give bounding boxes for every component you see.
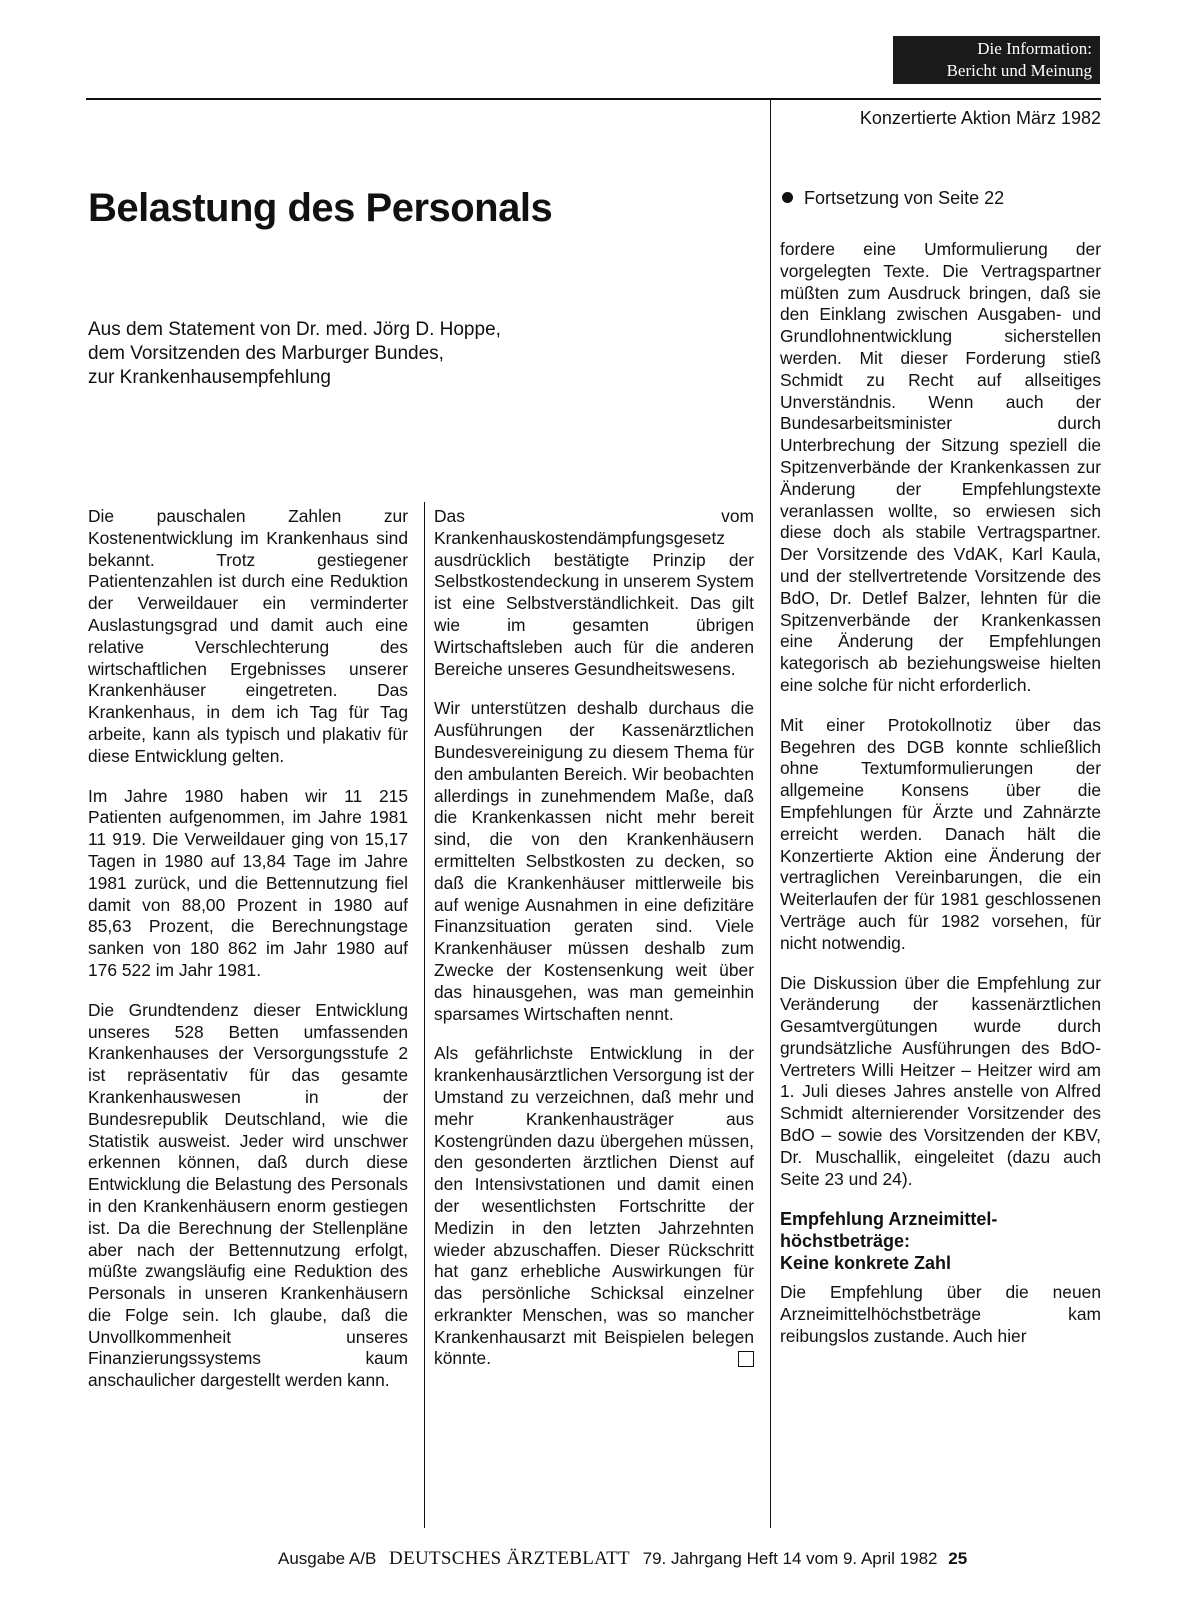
subheading-line: Empfehlung Arzneimittel- xyxy=(780,1209,998,1230)
continued-label: Fortsetzung von Seite 22 xyxy=(804,188,1005,208)
footer-magazine: DEUTSCHES ÄRZTEBLATT xyxy=(389,1548,630,1569)
subtitle-line: Aus dem Statement von Dr. med. Jörg D. Hoppe, xyxy=(88,319,501,340)
issue-label: Konzertierte Aktion März 1982 xyxy=(859,108,1101,128)
article-subtitle xyxy=(88,318,728,390)
bullet-icon xyxy=(782,192,793,203)
page-number: 25 xyxy=(948,1549,968,1568)
end-of-article-mark xyxy=(738,1351,754,1367)
section-subheading xyxy=(780,1208,1101,1274)
paragraph: fordere eine Umformulierung der vorgelegten Texte. Die Vertragspartner müßten zum Ausdruck bringen, daß sie den Einklang zwischen Ausgaben- und Grundlohnentwicklung sicherstellen werden. Mit dieser Forderung stieß Schmidt zu Recht auf allseitiges Unverständnis. Wenn auch der Bundesarbeitsminister durch Unterbrechung der Sitzung speziell die Spitzenverbände der Krankenkassen zur Änderung der Empfehlungstexte veranlassen wollte, so erwiesen sich diese doch als stabile Vertragspartner. Der Vorsitzende des VdAK, Karl Kaula, und der stellvertretende Vorsitzende des BdO, Dr. Detlef Balzer, lehnten für die Spitzenverbände der Krankenkassen eine Änderung der Empfehlungen kategorisch ab beziehungsweise hielten eine solche für nicht erforderlich. xyxy=(780,239,1101,695)
paragraph: Mit einer Protokollnotiz über das Begehren des DGB konnte schließlich ohne Textumformulierungen der allgemeine Konsens über die Empfehlungen für Ärzte und Zahnärzte erreicht werden. Danach hält die Konzertierte Aktion eine Änderung der vertraglichen Vereinbarungen, die ein Weiterlaufen der für 1981 geschlossenen Verträge auch für 1982 vorsehen, für nicht notwendig. xyxy=(780,714,1101,953)
paragraph: Die Diskussion über die Empfehlung zur Veränderung der kassenärztlichen Gesamtvergütungen wurde durch grundsätzliche Ausführungen des BdO-Vertreters Willi Heitzer – Heitzer wird am 1. Juli dieses Jahres anstelle von Alfred Schmidt alternierender Vorsitzender des BdO – sowie des Vorsitzenden der KBV, Dr. Muschallik, eingeleitet (dazu auch Seite 23 und 24). xyxy=(780,972,1101,1189)
text-column-3 xyxy=(780,239,1101,1366)
paragraph: Das vom Krankenhauskostendämpfungsgesetz ausdrücklich bestätigte Prinzip der Selbstkostendeckung in unserem System ist eine Selbstverständlichkeit. Das gilt wie im gesamten übrigen Wirtschaftsleben auch für die anderen Bereiche unseres Gesundheitswesens. xyxy=(434,506,754,679)
continued-note xyxy=(782,188,1004,209)
paragraph xyxy=(434,1043,754,1370)
column-divider-right xyxy=(770,98,771,1528)
paragraph: Die Grundtendenz dieser Entwicklung unseres 528 Betten umfassenden Krankenhauses der Versorgungsstufe 2 ist repräsentativ für das gesamte Krankenhauswesen in der Bundesrepublik Deutschland, wie die Statistik ausweist. Jeder wird unschwer erkennen können, daß durch diese Entwicklung die Belastung des Personals in den Krankenhäusern enorm gestiegen ist. Da die Berechnung der Stellenpläne aber nach der Bettennutzung erfolgt, müßte zwangsläufig eine Reduktion des Personals in unseren Krankenhäusern die Folge sein. Ich glaube, daß die Unvollkommenheit unseres Finanzierungssystems kaum anschaulicher dargestellt werden kann. xyxy=(88,999,408,1391)
section-label-box xyxy=(893,36,1100,84)
section-label-line1: Die Information: xyxy=(977,39,1092,58)
text-column-1 xyxy=(88,506,408,1410)
article-title: Belastung des Personals xyxy=(88,186,553,230)
paragraph: Wir unterstützen deshalb durchaus die Ausführungen der Kassenärztlichen Bundesvereinigung zu diesem Thema für den ambulanten Bereich. Wir beobachten allerdings in zunehmendem Maße, daß die Krankenkassen nicht mehr bereit sind, die von den Krankenhäusern ermittelten Selbstkosten zu decken, so daß die Krankenhäuser mittlerweile bis auf wenige Ausnahmen in eine defizitäre Finanzsituation geraten sind. Viele Krankenhäuser müssen deshalb zum Zwecke der Kostensenkung weit über das hinausgehen, was man gemeinhin sparsames Wirtschaften nennt. xyxy=(434,698,754,1024)
top-rule xyxy=(86,98,1101,100)
subtitle-line: zur Krankenhausempfehlung xyxy=(88,367,331,388)
footer-issue: 79. Jahrgang Heft 14 vom 9. April 1982 xyxy=(642,1549,938,1568)
page-footer xyxy=(278,1548,967,1570)
subheading-line: Keine konkrete Zahl xyxy=(780,1253,952,1274)
text-column-2 xyxy=(434,506,754,1388)
paragraph-text: Als gefährlichste Entwicklung in der krankenhausärztlichen Versorgung ist der Umstand zu verzeichnen, daß mehr und mehr Krankenhausträger aus Kostengründen dazu übergehen müssen, den gesonderten ärztlichen Dienst auf den Intensivstationen und damit einen der wesentlichsten Fortschritte der Medizin in den letzten Jahrzehnten wieder abzuschaffen. Dieser Rückschritt hat ganz erhebliche Auswirkungen für das persönliche Schicksal einzelner erkrankter Menschen, was so mancher Krankenhausarzt mit Beispielen belegen könnte. xyxy=(434,1043,754,1369)
section-label-line2: Bericht und Meinung xyxy=(946,61,1092,80)
subtitle-line: dem Vorsitzenden des Marburger Bundes, xyxy=(88,343,444,364)
paragraph: Im Jahre 1980 haben wir 11 215 Patienten aufgenommen, im Jahre 1981 11 919. Die Verweildauer ging von 15,17 Tagen in 1980 auf 13,84 Tage im Jahre 1981 zurück, und die Bettennutzung fiel damit von 88,00 Prozent in 1980 auf 85,63 Prozent, die Berechnungstage sanken von 180 862 im Jahr 1980 auf 176 522 im Jahr 1981. xyxy=(88,785,408,980)
paragraph: Die Empfehlung über die neuen Arzneimittelhöchstbeträge kam reibungslos zustande. Auch hier xyxy=(780,1282,1101,1347)
paragraph: Die pauschalen Zahlen zur Kostenentwicklung im Krankenhaus sind bekannt. Trotz gestiegener Patientenzahlen ist durch eine Reduktion der Verweildauer ein verminderter Auslastungsgrad und damit auch eine relative Verschlechterung des wirtschaftlichen Ergebnisses unserer Krankenhäuser eingetreten. Das Krankenhaus, in dem ich Tag für Tag arbeite, kann als typisch und plakativ für diese Entwicklung gelten. xyxy=(88,506,408,766)
footer-edition: Ausgabe A/B xyxy=(278,1549,377,1568)
column-divider-middle xyxy=(424,502,425,1528)
subheading-line: höchstbeträge: xyxy=(780,1231,911,1252)
